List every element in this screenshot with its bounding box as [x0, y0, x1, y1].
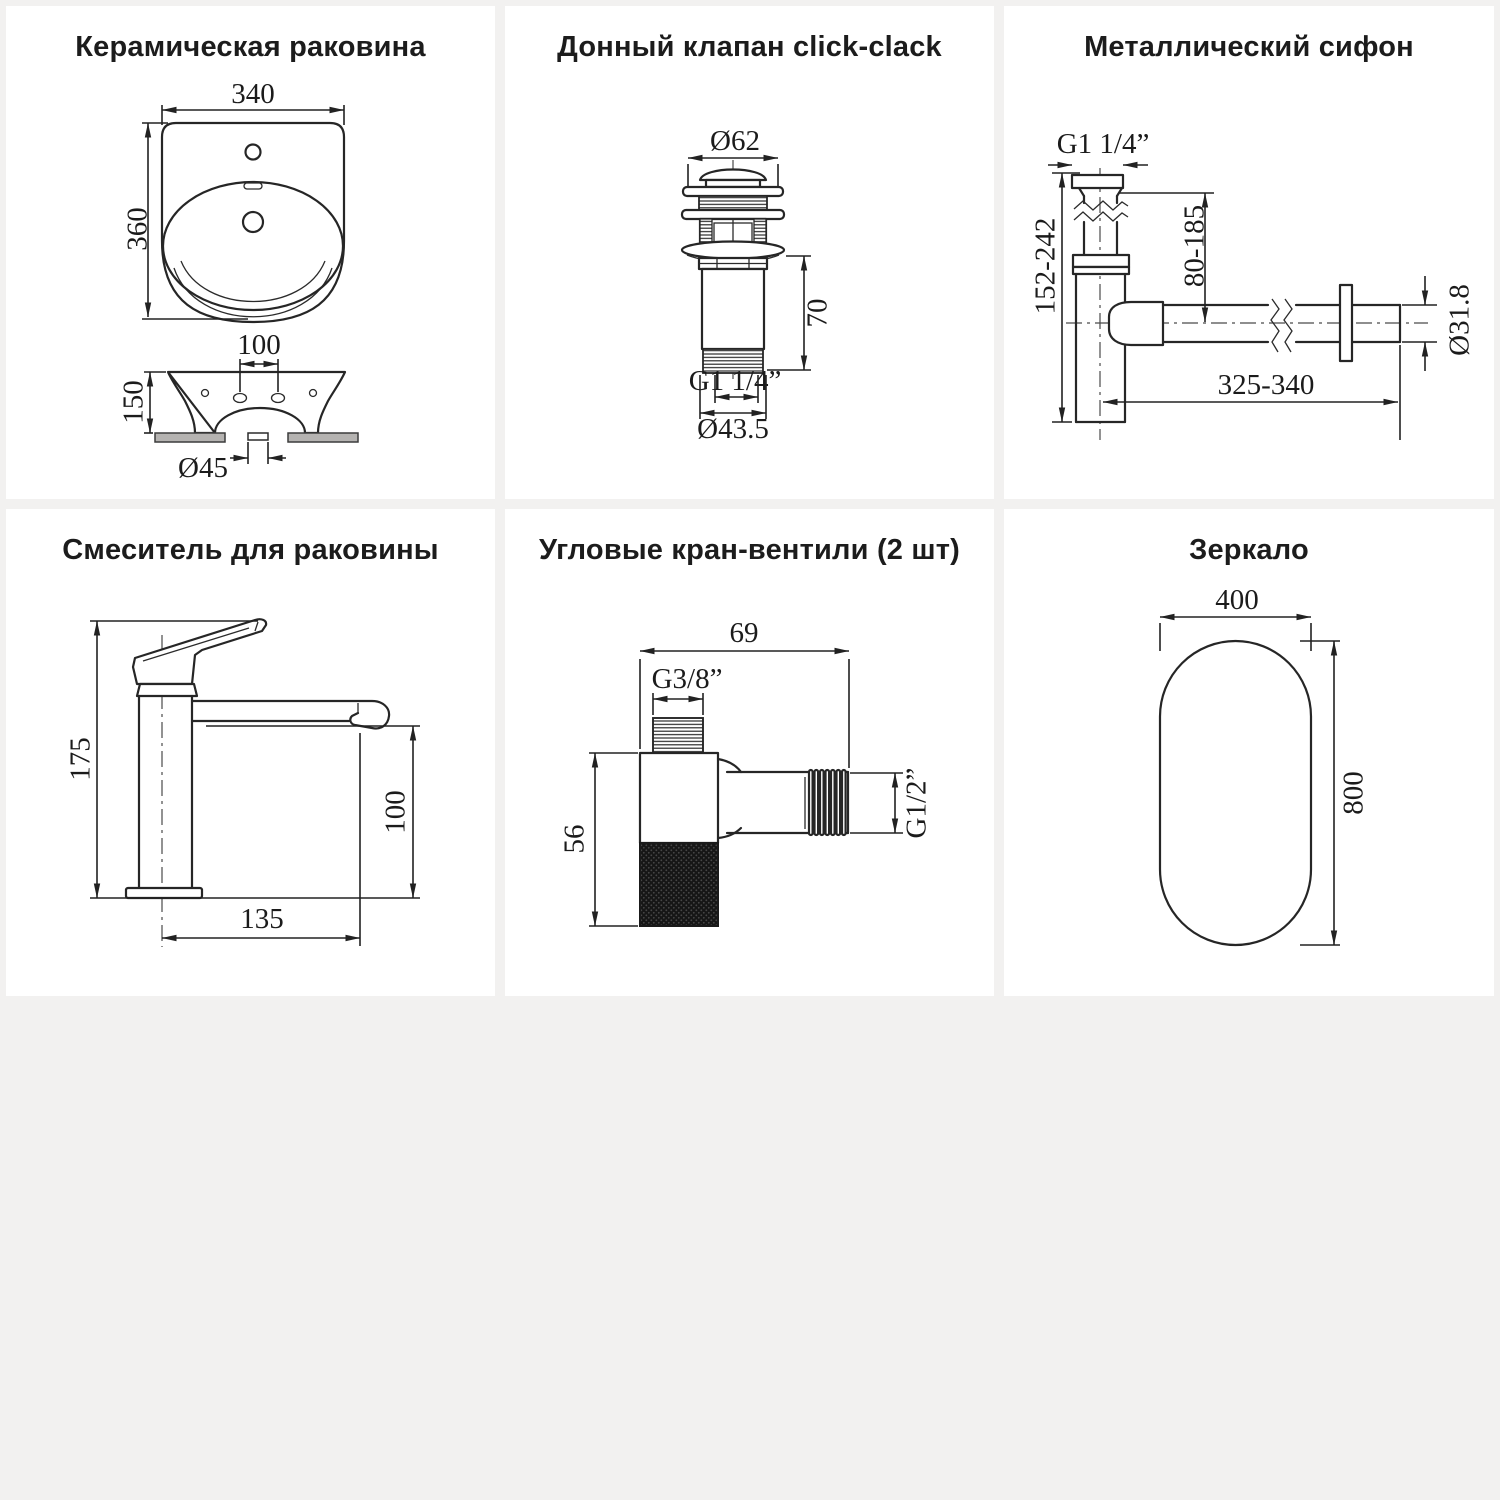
dim-length: 69	[729, 617, 759, 649]
mixer-outline	[126, 619, 389, 898]
dim-width: 340	[231, 78, 275, 110]
dim-spout-height: 100	[379, 790, 412, 834]
dim-cap-diameter: Ø62	[710, 125, 760, 157]
panel-ceramic-sink	[6, 6, 495, 499]
dim-length-range: 325-340	[1217, 369, 1315, 401]
dim-height: 175	[64, 737, 97, 781]
panel-metal-siphon	[1004, 6, 1494, 499]
mixer-spout	[192, 701, 389, 728]
inlet-pipe	[1072, 175, 1128, 255]
mirror-outline	[1160, 641, 1311, 945]
dim-spout-reach: 135	[240, 903, 284, 935]
mid-flange	[682, 210, 784, 219]
dim-thread: G1 1/4”	[1056, 128, 1150, 160]
wall-flange	[1340, 285, 1352, 361]
mixer-base	[126, 888, 202, 898]
panel-title: Металлический сифон	[1084, 31, 1414, 63]
mount-hole-right	[272, 394, 285, 403]
lock-nut	[699, 258, 767, 269]
faucet-hole	[246, 145, 261, 160]
mixer-drawing	[6, 509, 495, 996]
dim-depth: 360	[121, 207, 154, 251]
dim-height: 800	[1337, 771, 1370, 815]
valve-tube	[702, 269, 764, 349]
base-strip-right	[288, 433, 358, 442]
top-flange	[683, 187, 783, 196]
panel-click-clack-valve	[505, 6, 994, 499]
outlet-threads	[809, 770, 846, 835]
dim-pipe-diameter: Ø31.8	[1443, 284, 1476, 356]
panel-title: Донный клапан click-clack	[557, 31, 942, 63]
knurled-handle	[640, 843, 718, 926]
dim-thread: G1 1/4”	[688, 365, 782, 397]
sink-top-view	[122, 78, 344, 322]
dim-outlet-thread: G1/2”	[900, 767, 933, 839]
dim-height: 56	[558, 824, 591, 854]
dim-height: 150	[117, 380, 150, 424]
base-strip-left	[155, 433, 225, 442]
valve-outline	[640, 718, 848, 926]
sink-drawing	[6, 6, 495, 499]
threaded-neck	[699, 196, 767, 210]
inlet-stub	[653, 718, 703, 753]
dim-height-range: 152-242	[1029, 217, 1062, 315]
drain-stub	[248, 433, 268, 440]
dim-width: 400	[1215, 584, 1259, 616]
dim-diameter: Ø43.5	[697, 413, 769, 445]
panel-title: Смеситель для раковины	[62, 534, 439, 566]
dim-drain-diameter: Ø45	[178, 452, 228, 484]
spec-sheet-grid	[6, 6, 1494, 996]
mirror-drawing	[1004, 509, 1494, 996]
angle-valve-drawing	[505, 509, 994, 996]
mount-hole-left	[234, 394, 247, 403]
dim-height: 70	[801, 298, 834, 328]
panel-title: Угловые кран-вентили (2 шт)	[538, 534, 961, 566]
siphon-drawing	[1004, 6, 1494, 499]
panel-angle-valves	[505, 509, 994, 996]
panel-title: Зеркало	[1189, 534, 1309, 566]
panel-mirror	[1004, 509, 1494, 996]
panel-title: Керамическая раковина	[75, 31, 426, 63]
dim-hole-spacing: 100	[237, 329, 281, 361]
valve-body	[640, 753, 718, 843]
valve-drawing	[505, 6, 994, 499]
dim-inlet-range: 80-185	[1178, 204, 1211, 288]
panel-basin-mixer	[6, 509, 495, 996]
valve-cap	[700, 170, 766, 188]
drain-hole	[243, 212, 263, 232]
overflow-slot	[244, 183, 262, 189]
sink-front-view	[118, 329, 358, 484]
dim-inlet-thread: G3/8”	[651, 663, 723, 695]
